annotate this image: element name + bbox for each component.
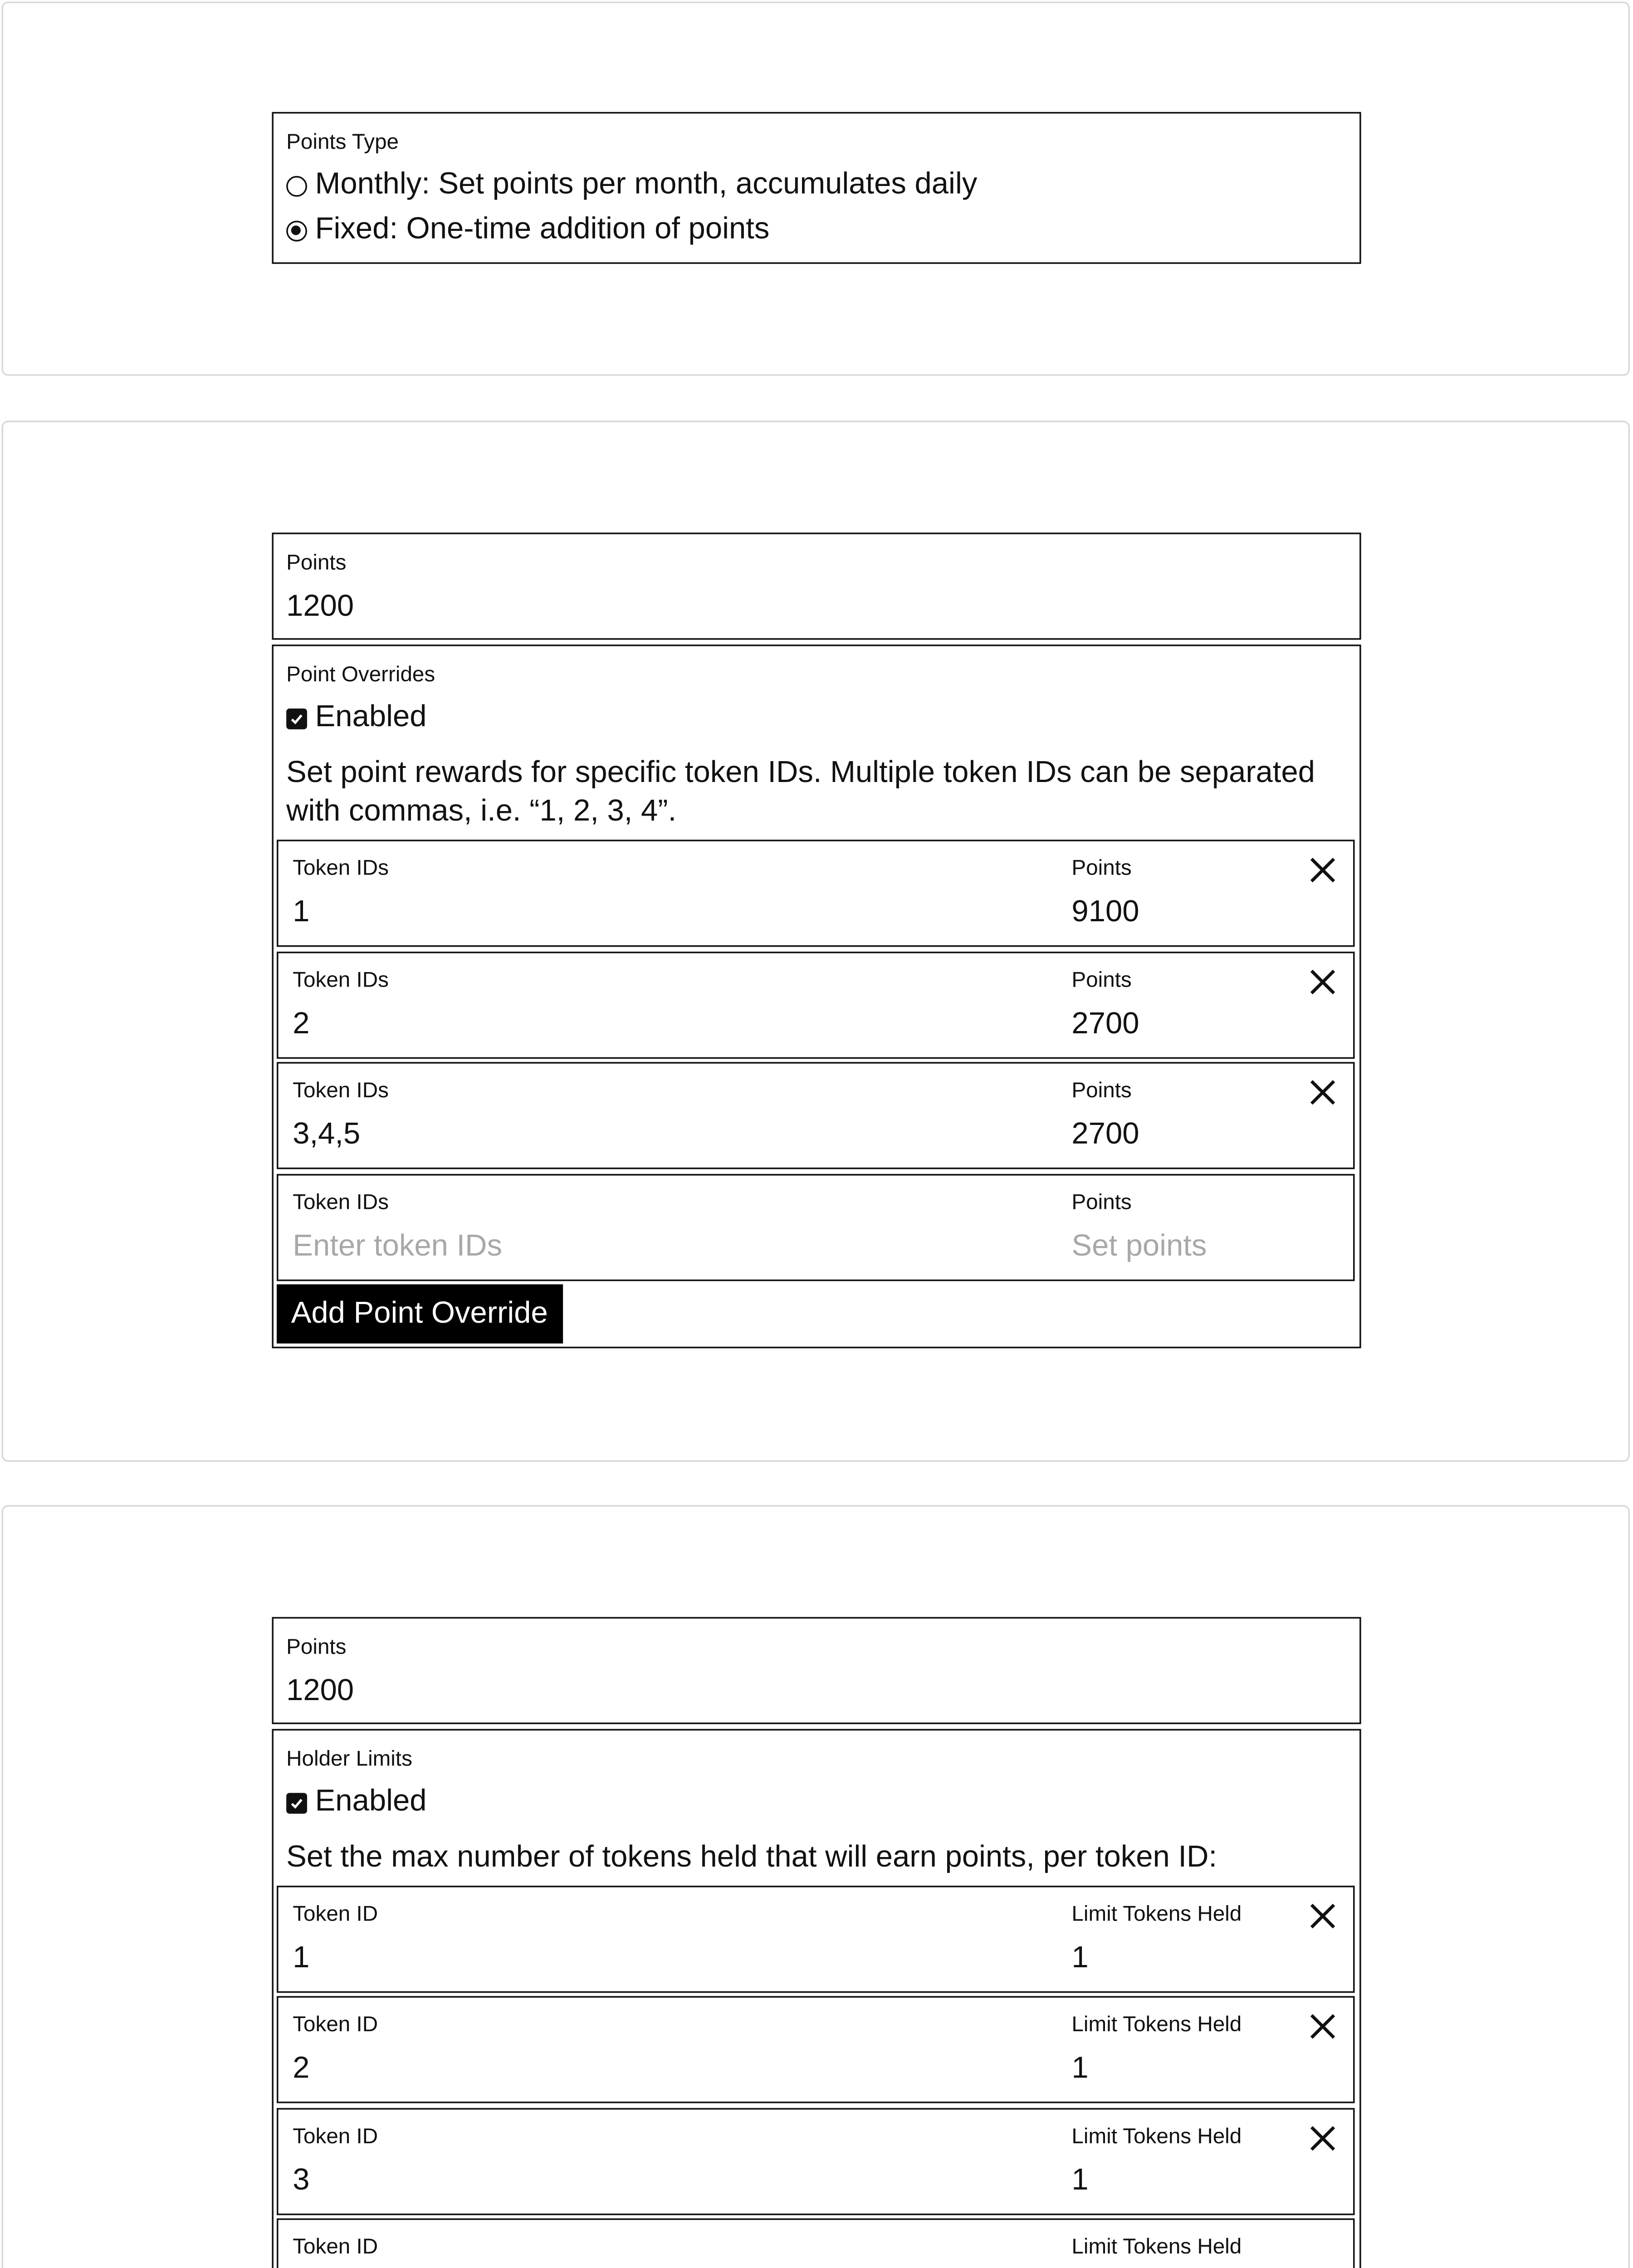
holder-limits-section (272, 1729, 1361, 2268)
points-label: Points (1071, 1078, 1132, 1102)
close-icon[interactable] (1308, 968, 1337, 996)
add-point-override-button[interactable]: Add Point Override (277, 1284, 562, 1343)
points-input[interactable]: Set points (1071, 1230, 1207, 1264)
limit-input[interactable]: 1 (1071, 2052, 1089, 2086)
override-row (277, 1062, 1355, 1169)
points-field-label: Points (286, 1634, 347, 1659)
holder-enabled-label: Enabled (315, 1785, 427, 1819)
holder-description: Set the max number of tokens held that will earn points, per token ID: (286, 1841, 1217, 1875)
token-id-input[interactable]: 1 (293, 1941, 310, 1975)
token-ids-input[interactable]: 2 (293, 1007, 310, 1041)
token-id-label: Token ID (293, 2012, 378, 2036)
close-icon[interactable] (1308, 2124, 1337, 2153)
holder-limit-row (277, 1996, 1355, 2103)
token-ids-input[interactable]: 1 (293, 895, 310, 929)
token-ids-label: Token IDs (293, 1078, 389, 1102)
new-holder-limit-row (277, 2219, 1355, 2268)
points-field-value[interactable]: 1200 (286, 590, 354, 624)
overrides-description: Set point rewards for specific token IDs. Multiple token IDs can be separated with commas, i.e. “1, 2, 3, 4”. (286, 756, 1315, 829)
token-ids-input[interactable]: Enter token IDs (293, 1230, 502, 1264)
points-type-label: Points Type (286, 129, 399, 154)
points-field[interactable] (272, 533, 1361, 640)
new-override-row (277, 1174, 1355, 1281)
point-overrides-label: Point Overrides (286, 662, 435, 686)
limit-label: Limit Tokens Held (1071, 2124, 1242, 2148)
limit-label: Limit Tokens Held (1071, 2234, 1242, 2258)
limit-input[interactable]: 1 (1071, 2164, 1089, 2198)
points-input[interactable]: 2700 (1071, 1007, 1139, 1041)
points-field-label: Points (286, 550, 347, 574)
radio-monthly-label: Monthly: Set points per month, accumulates daily (315, 168, 978, 202)
radio-selected-icon[interactable] (286, 220, 307, 241)
token-ids-label: Token IDs (293, 855, 389, 880)
override-row (277, 952, 1355, 1059)
points-type-fieldset (272, 112, 1361, 264)
token-id-input[interactable]: 2 (293, 2052, 310, 2086)
token-id-label: Token ID (293, 2234, 378, 2258)
points-field-value[interactable]: 1200 (286, 1674, 354, 1708)
token-ids-input[interactable]: 3,4,5 (293, 1118, 361, 1152)
points-label: Points (1071, 968, 1132, 992)
holder-enabled-checkbox[interactable] (286, 1785, 426, 1820)
token-ids-label: Token IDs (293, 968, 389, 992)
radio-fixed[interactable] (286, 213, 769, 248)
close-icon[interactable] (1308, 1901, 1337, 1930)
radio-fixed-label: Fixed: One-time addition of points (315, 212, 770, 247)
overrides-enabled-label: Enabled (315, 700, 427, 734)
token-id-label: Token ID (293, 1901, 378, 1926)
limit-label: Limit Tokens Held (1071, 2012, 1242, 2036)
close-icon[interactable] (1308, 2012, 1337, 2041)
token-id-label: Token ID (293, 2124, 378, 2148)
close-icon[interactable] (1308, 1078, 1337, 1107)
radio-monthly[interactable] (286, 168, 977, 203)
limit-input[interactable]: 1 (1071, 1941, 1089, 1975)
limit-label: Limit Tokens Held (1071, 1901, 1242, 1926)
points-input[interactable]: 2700 (1071, 1118, 1139, 1152)
override-row (277, 840, 1355, 947)
points-label: Points (1071, 855, 1132, 880)
holder-limit-row (277, 2108, 1355, 2215)
overrides-enabled-checkbox[interactable] (286, 700, 426, 736)
radio-circle-icon[interactable] (286, 175, 307, 196)
checkbox-checked-icon[interactable] (286, 708, 307, 728)
point-overrides-section (272, 645, 1361, 1348)
points-label: Points (1071, 1190, 1132, 1214)
holder-limit-row (277, 1886, 1355, 1993)
close-icon[interactable] (1308, 855, 1337, 884)
checkbox-checked-icon[interactable] (286, 1792, 307, 1813)
holder-limits-label: Holder Limits (286, 1746, 412, 1771)
points-input[interactable]: 9100 (1071, 895, 1139, 929)
token-ids-label: Token IDs (293, 1190, 389, 1214)
points-field[interactable] (272, 1617, 1361, 1724)
token-id-input[interactable]: 3 (293, 2164, 310, 2198)
